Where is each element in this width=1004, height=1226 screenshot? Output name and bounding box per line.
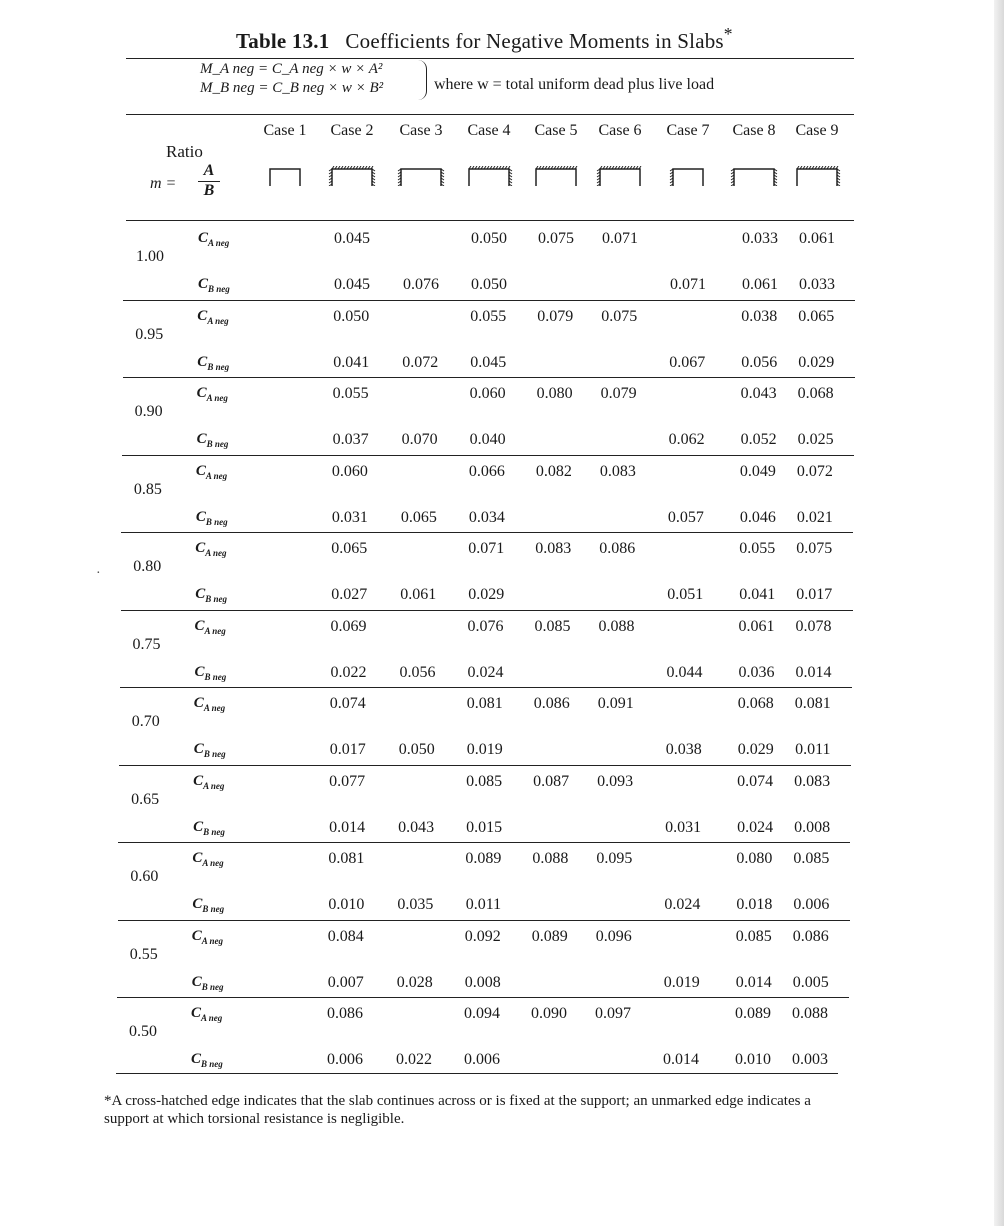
coef-label-b-symbol: C	[196, 431, 207, 447]
coef-a-cell: 0.095	[596, 850, 633, 867]
coef-label-a-symbol: C	[191, 1005, 202, 1021]
coef-a-cell: 0.086	[327, 1005, 363, 1022]
table-title	[236, 24, 733, 54]
coef-label-a-symbol: C	[195, 462, 206, 479]
coef-b-cell: 0.037	[332, 431, 369, 448]
coef-a-cell: 0.074	[329, 695, 366, 712]
coef-b-cell: 0.024	[737, 818, 774, 836]
coef-label-b	[193, 819, 225, 837]
coef-b-cell: 0.052	[740, 431, 777, 448]
coef-label-a-subscript: A neg	[205, 548, 227, 558]
coef-label-a	[194, 695, 225, 713]
coef-b-cell: 0.017	[329, 741, 366, 758]
case-header-6: Case 6	[598, 122, 642, 139]
coef-b-cell: 0.014	[735, 973, 772, 991]
coef-a-cell: 0.060	[331, 462, 368, 480]
case-1-slab-icon	[266, 166, 304, 186]
coef-label-b-symbol: C	[191, 973, 202, 990]
ratio-value: 0.90	[134, 403, 163, 420]
coef-b-cell: 0.006	[327, 1051, 363, 1068]
coef-label-b	[191, 1051, 223, 1069]
ratio-value: 0.75	[132, 635, 161, 653]
coef-b-cell: 0.050	[398, 741, 435, 758]
coef-b-cell: 0.051	[667, 586, 704, 603]
coef-label-b	[195, 664, 227, 682]
coef-b-cell: 0.022	[396, 1051, 432, 1068]
coef-a-cell: 0.089	[735, 1005, 771, 1022]
coef-label-b	[197, 354, 229, 372]
ratio-value: 0.65	[131, 790, 160, 808]
coef-b-cell: 0.011	[465, 896, 502, 913]
coef-label-a-symbol: C	[192, 850, 203, 866]
coef-label-b-subscript: B neg	[206, 439, 229, 449]
coef-a-cell: 0.071	[602, 230, 638, 247]
coef-label-a-symbol: C	[195, 540, 206, 556]
coef-b-cell: 0.029	[468, 586, 505, 603]
table-footnote: *A cross-hatched edge indicates that the slab continues across or is fixed at the support; an unmarked edge indicates a support at which torsional resistance is negligible.	[104, 1093, 811, 1127]
coef-b-cell: 0.065	[400, 508, 437, 526]
coef-b-cell: 0.025	[797, 431, 834, 448]
coef-b-cell: 0.036	[738, 663, 775, 681]
coef-a-cell: 0.045	[334, 230, 370, 247]
coef-b-cell: 0.061	[742, 276, 778, 293]
coef-a-cell: 0.050	[333, 307, 370, 325]
coef-a-cell: 0.069	[330, 617, 367, 635]
coef-a-cell: 0.061	[738, 617, 775, 635]
coef-b-cell: 0.027	[331, 586, 368, 603]
case-6-slab-icon	[596, 166, 644, 186]
coef-label-b-subscript: B neg	[205, 594, 227, 604]
ratio-value: 1.00	[136, 248, 164, 265]
coef-b-cell: 0.017	[796, 586, 833, 603]
case-2-slab-icon	[328, 166, 376, 186]
ratio-value: 0.60	[130, 868, 159, 885]
coef-label-a-subscript: A neg	[201, 1013, 223, 1023]
coef-label-b-subscript: B neg	[208, 284, 230, 294]
coef-a-cell: 0.080	[736, 850, 773, 867]
coef-a-cell: 0.079	[600, 385, 637, 402]
coef-b-cell: 0.021	[796, 508, 833, 526]
coef-b-cell: 0.061	[400, 586, 437, 603]
coef-label-a-symbol: C	[197, 307, 208, 324]
coef-a-cell: 0.085	[466, 772, 503, 790]
coef-label-b	[197, 431, 229, 449]
coef-a-cell: 0.089	[531, 927, 568, 945]
coef-b-cell: 0.070	[401, 431, 438, 448]
stray-mark: ·	[96, 566, 101, 581]
coef-label-a	[191, 1005, 222, 1023]
coef-b-cell: 0.011	[795, 741, 831, 758]
coef-a-cell: 0.084	[327, 927, 364, 945]
case-header-7: Case 7	[666, 122, 710, 139]
coef-a-cell: 0.077	[329, 772, 366, 790]
coef-label-b-subscript: B neg	[207, 361, 230, 372]
coef-label-b-symbol: C	[195, 508, 206, 525]
coef-a-cell: 0.086	[533, 695, 570, 712]
case-header-4: Case 4	[467, 122, 511, 139]
row-separator	[120, 687, 852, 688]
row-separator	[121, 532, 853, 533]
coef-b-cell: 0.050	[471, 276, 507, 293]
coef-a-cell: 0.055	[470, 307, 507, 325]
ratio-numerator: A	[198, 162, 220, 182]
row-separator	[123, 377, 855, 378]
coef-a-cell: 0.085	[534, 617, 571, 635]
coef-b-cell: 0.076	[403, 276, 439, 293]
coef-a-cell: 0.085	[735, 927, 772, 945]
row-separator	[117, 997, 849, 998]
coef-a-cell: 0.078	[795, 617, 832, 635]
coef-b-cell: 0.007	[327, 973, 364, 991]
ratio-value: 0.70	[131, 713, 160, 730]
case-header-3: Case 3	[399, 122, 443, 139]
body-top-rule	[126, 220, 854, 221]
coef-label-a-subscript: A neg	[207, 315, 229, 326]
coef-b-cell: 0.057	[667, 508, 704, 526]
coef-a-cell: 0.088	[598, 617, 635, 635]
top-rule	[126, 58, 854, 59]
coef-b-cell: 0.062	[668, 431, 705, 448]
ratio-value: 0.80	[133, 558, 162, 575]
row-separator	[119, 765, 851, 766]
coef-b-cell: 0.014	[795, 663, 832, 681]
row-separator	[122, 455, 854, 456]
coef-b-cell: 0.046	[739, 508, 776, 526]
coef-label-a-subscript: A neg	[208, 238, 230, 248]
case-header-5: Case 5	[534, 122, 578, 139]
coef-a-cell: 0.080	[536, 385, 573, 402]
coef-b-cell: 0.015	[466, 818, 503, 836]
formula-where-note: where w = total uniform dead plus live load	[434, 76, 715, 93]
coef-a-cell: 0.085	[793, 850, 830, 867]
coef-a-cell: 0.087	[533, 772, 570, 790]
coef-label-b-symbol: C	[194, 663, 205, 680]
coef-b-cell: 0.071	[670, 276, 706, 293]
table-bottom-rule	[116, 1073, 838, 1074]
coef-a-cell: 0.068	[737, 695, 774, 712]
case-7-slab-icon	[669, 166, 707, 186]
coef-b-cell: 0.003	[792, 1051, 828, 1068]
table-number: Table 13.1	[236, 29, 330, 53]
coef-a-cell: 0.065	[331, 540, 368, 557]
coef-label-a-subscript: A neg	[203, 703, 226, 713]
coef-a-cell: 0.079	[537, 307, 574, 325]
coef-b-cell: 0.035	[397, 896, 434, 913]
row-separator	[118, 920, 850, 921]
coef-label-b	[198, 276, 230, 294]
coef-a-cell: 0.086	[792, 927, 829, 945]
coef-a-cell: 0.072	[796, 462, 833, 480]
coef-b-cell: 0.031	[665, 818, 702, 836]
case-header-1: Case 1	[263, 122, 307, 139]
coef-label-a-subscript: A neg	[202, 858, 224, 868]
coef-b-cell: 0.024	[467, 663, 504, 681]
coef-b-cell: 0.008	[794, 818, 831, 836]
coef-label-b	[194, 741, 226, 759]
coef-label-b-symbol: C	[192, 896, 203, 912]
ratio-denominator: B	[203, 182, 215, 199]
coef-b-cell: 0.041	[739, 586, 776, 603]
coef-a-cell: 0.091	[597, 695, 634, 712]
coef-label-a	[195, 618, 226, 636]
coef-b-cell: 0.034	[468, 508, 505, 526]
ratio-label: Ratio	[166, 142, 203, 161]
coef-a-cell: 0.065	[798, 307, 835, 325]
coef-label-b	[192, 974, 224, 992]
ratio-value: 0.95	[135, 325, 164, 343]
coef-a-cell: 0.050	[471, 230, 507, 247]
coef-a-cell: 0.089	[465, 850, 502, 867]
coef-a-cell: 0.083	[535, 540, 572, 557]
coef-b-cell: 0.041	[333, 353, 370, 371]
row-separator	[123, 300, 855, 301]
coef-b-cell: 0.045	[334, 276, 370, 293]
coef-label-a	[196, 463, 227, 481]
coef-a-cell: 0.083	[599, 462, 636, 480]
coef-a-cell: 0.075	[601, 307, 638, 325]
coef-b-cell: 0.067	[669, 353, 706, 371]
coef-label-a-symbol: C	[196, 385, 207, 401]
coef-label-b-symbol: C	[193, 741, 204, 757]
coef-a-cell: 0.097	[595, 1005, 631, 1022]
coef-b-cell: 0.072	[402, 353, 439, 371]
coef-label-a	[193, 773, 224, 791]
coef-label-a-subscript: A neg	[203, 780, 225, 791]
case-5-slab-icon	[532, 166, 580, 186]
coef-b-cell: 0.045	[470, 353, 507, 371]
coef-a-cell: 0.068	[797, 385, 834, 402]
coef-label-a-subscript: A neg	[205, 470, 228, 481]
coef-label-b	[192, 896, 224, 914]
coef-b-cell: 0.019	[466, 741, 503, 758]
coef-b-cell: 0.056	[399, 663, 436, 681]
coef-a-cell: 0.088	[532, 850, 569, 867]
coef-label-b-subscript: B neg	[201, 981, 224, 992]
coef-label-b-symbol: C	[197, 353, 208, 370]
header-rule	[126, 114, 854, 115]
coef-label-b-subscript: B neg	[203, 749, 226, 759]
formula-brace	[418, 60, 427, 100]
coef-a-cell: 0.038	[741, 307, 778, 325]
coef-label-b	[196, 509, 228, 527]
coef-label-b-subscript: B neg	[203, 826, 225, 837]
ratio-m-equals: m =	[150, 175, 177, 192]
coef-b-cell: 0.005	[792, 973, 829, 991]
coef-a-cell: 0.083	[794, 772, 831, 790]
coef-a-cell: 0.074	[737, 772, 774, 790]
coef-a-cell: 0.081	[328, 850, 365, 867]
coef-b-cell: 0.008	[464, 973, 501, 991]
case-header-2: Case 2	[330, 122, 374, 139]
page-right-edge-shadow	[994, 0, 1004, 1226]
case-9-slab-icon	[793, 166, 841, 186]
coef-label-a-symbol: C	[193, 695, 204, 711]
formula-line-a: M_A neg = C_A neg × w × A²	[200, 61, 383, 77]
coef-label-b-subscript: B neg	[205, 516, 228, 527]
coef-b-cell: 0.028	[396, 973, 433, 991]
coef-a-cell: 0.075	[796, 540, 833, 557]
coef-a-cell: 0.093	[597, 772, 634, 790]
coef-a-cell: 0.055	[332, 385, 369, 402]
coef-b-cell: 0.043	[398, 818, 435, 836]
coef-label-b-subscript: B neg	[201, 1059, 223, 1069]
coef-a-cell: 0.061	[799, 230, 835, 247]
row-separator	[121, 610, 853, 611]
title-footnote-mark: *	[723, 24, 733, 44]
coef-label-b-symbol: C	[195, 586, 206, 602]
coef-a-cell: 0.055	[739, 540, 776, 557]
coef-label-a-subscript: A neg	[201, 935, 223, 946]
coef-a-cell: 0.094	[464, 1005, 500, 1022]
coef-label-b-subscript: B neg	[204, 671, 227, 682]
coef-a-cell: 0.043	[740, 385, 777, 402]
coef-a-cell: 0.060	[469, 385, 506, 402]
coef-a-cell: 0.076	[467, 617, 504, 635]
coef-label-a-symbol: C	[193, 772, 204, 789]
coef-label-a	[198, 230, 229, 248]
coef-a-cell: 0.071	[468, 540, 505, 557]
moment-formula	[200, 60, 383, 98]
coef-a-cell: 0.075	[538, 230, 574, 247]
coef-a-cell: 0.096	[595, 927, 632, 945]
coef-b-cell: 0.019	[663, 973, 700, 991]
coef-label-b-symbol: C	[191, 1051, 202, 1067]
coef-b-cell: 0.010	[328, 896, 365, 913]
coef-label-a	[197, 308, 228, 326]
coef-b-cell: 0.022	[330, 663, 367, 681]
case-header-9: Case 9	[795, 122, 839, 139]
ratio-value: 0.85	[133, 480, 162, 498]
coef-label-b-symbol: C	[193, 818, 204, 835]
coef-label-a	[192, 928, 223, 946]
coef-a-cell: 0.066	[468, 462, 505, 480]
coef-b-cell: 0.006	[793, 896, 830, 913]
coef-a-cell: 0.086	[599, 540, 636, 557]
coef-label-a	[195, 540, 226, 558]
coef-a-cell: 0.033	[742, 230, 778, 247]
coef-b-cell: 0.018	[736, 896, 773, 913]
coef-b-cell: 0.006	[464, 1051, 500, 1068]
ratio-value: 0.50	[129, 1023, 157, 1040]
coef-a-cell: 0.092	[464, 927, 501, 945]
coef-b-cell: 0.056	[741, 353, 778, 371]
coef-b-cell: 0.033	[799, 276, 835, 293]
coef-b-cell: 0.029	[798, 353, 835, 371]
case-4-slab-icon	[465, 166, 513, 186]
coef-a-cell: 0.088	[792, 1005, 828, 1022]
coef-b-cell: 0.031	[331, 508, 368, 526]
coef-label-a-subscript: A neg	[204, 625, 226, 636]
coef-a-cell: 0.090	[531, 1005, 567, 1022]
coef-label-a-subscript: A neg	[206, 393, 228, 403]
coef-a-cell: 0.081	[794, 695, 831, 712]
coef-b-cell: 0.029	[737, 741, 774, 758]
coef-label-a	[197, 385, 228, 403]
case-3-slab-icon	[397, 166, 445, 186]
coef-b-cell: 0.040	[469, 431, 506, 448]
ratio-value: 0.55	[129, 945, 158, 963]
coef-label-a-symbol: C	[194, 617, 205, 634]
coef-b-cell: 0.044	[666, 663, 703, 681]
coef-label-a	[192, 850, 223, 868]
coef-a-cell: 0.082	[535, 462, 572, 480]
coef-label-a-symbol: C	[198, 230, 209, 246]
coef-a-cell: 0.081	[466, 695, 503, 712]
table-title-text: Coefficients for Negative Moments in Slabs	[345, 29, 724, 53]
coef-b-cell: 0.014	[329, 818, 366, 836]
coef-label-a-symbol: C	[191, 927, 202, 944]
coef-b-cell: 0.014	[663, 1051, 699, 1068]
coef-label-b-symbol: C	[198, 276, 209, 292]
coef-a-cell: 0.049	[739, 462, 776, 480]
formula-line-b: M_B neg = C_B neg × w × B²	[200, 80, 384, 96]
coef-b-cell: 0.038	[665, 741, 702, 758]
coef-label-b-subscript: B neg	[202, 904, 225, 914]
case-8-slab-icon	[730, 166, 778, 186]
coef-b-cell: 0.024	[664, 896, 701, 913]
coef-label-b	[195, 586, 227, 604]
row-separator	[118, 842, 850, 843]
case-header-8: Case 8	[732, 122, 776, 139]
coef-b-cell: 0.010	[735, 1051, 771, 1068]
ratio-fraction	[198, 162, 220, 200]
